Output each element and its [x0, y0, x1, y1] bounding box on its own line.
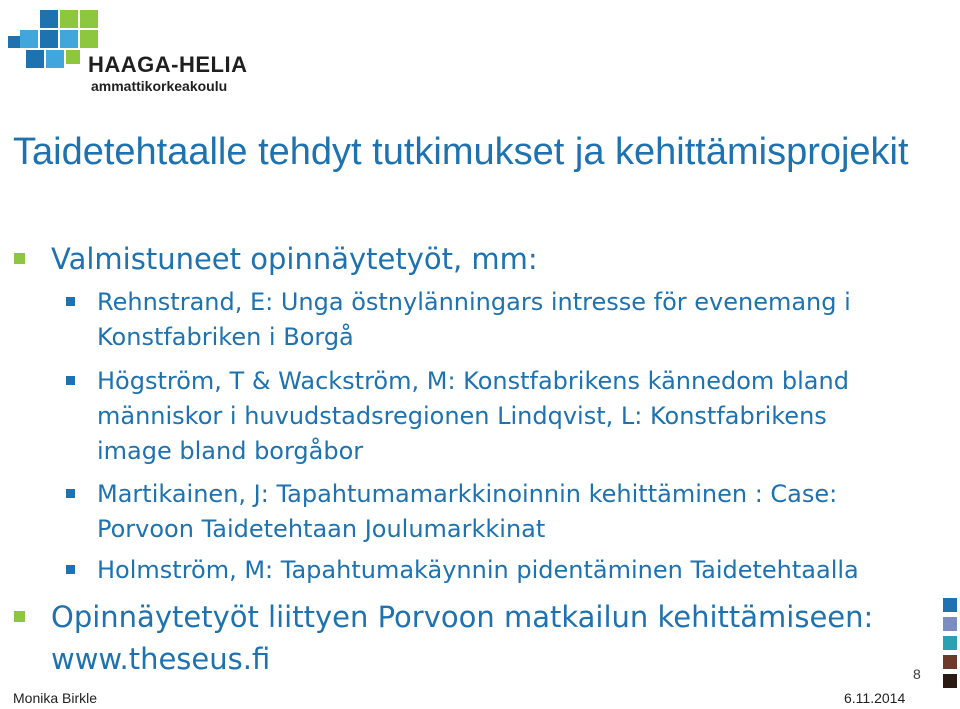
deco-square [943, 598, 957, 612]
logo-square [80, 30, 98, 48]
footer-date: 6.11.2014 [844, 690, 906, 706]
deco-square [943, 636, 957, 650]
bullet-marker [14, 253, 25, 264]
logo-square [40, 10, 58, 28]
logo-square [60, 10, 78, 28]
logo-subtitle: ammattikorkeakoulu [91, 78, 228, 94]
page-number: 8 [913, 666, 921, 682]
deco-square [943, 655, 957, 669]
bullet-marker [66, 565, 75, 574]
logo-square [20, 30, 38, 48]
deco-square [943, 617, 957, 631]
bullet-line: Högström, T & Wackström, M: Konstfabrikens kännedom bland [97, 367, 849, 395]
bullet-line: människor i huvudstadsregionen Lindqvist, L: Konstfabrikens [97, 402, 827, 430]
bullet-line: Konstfabriken i Borgå [97, 323, 354, 351]
bullet-marker [14, 611, 25, 622]
logo-name: HAAGA-HELIA [88, 52, 248, 77]
logo-square [66, 50, 80, 64]
bullet-line: Holmström, M: Tapahtumakäynnin pidentäminen Taidetehtaalla [97, 556, 859, 584]
logo-square [26, 50, 44, 68]
slide-title: Taidetehtaalle tehdyt tutkimukset ja kehittämisprojekit [13, 131, 909, 173]
bullet-line: image bland borgåbor [97, 437, 364, 465]
logo-square [40, 30, 58, 48]
deco-square [943, 674, 957, 688]
bullet-line: Martikainen, J: Tapahtumamarkkinoinnin kehittäminen : Case: [97, 480, 838, 508]
logo-square [60, 30, 78, 48]
footer-author: Monika Birkle [13, 690, 98, 706]
logo-square [46, 50, 64, 68]
bullet-marker [66, 297, 75, 306]
bullet-link[interactable]: www.theseus.fi [51, 642, 271, 676]
bullet-marker [66, 376, 75, 385]
logo-square [8, 36, 20, 48]
haaga-helia-logo [0, 0, 260, 100]
bullet-line: Porvoon Taidetehtaan Joulumarkkinat [97, 515, 546, 543]
bullet-line: Rehnstrand, E: Unga östnylänningars intresse för evenemang i [97, 288, 851, 316]
bullet-line: Opinnäytetyöt liittyen Porvoon matkailun kehittämiseen: [51, 600, 874, 634]
bullet-marker [66, 489, 75, 498]
logo-square [80, 10, 98, 28]
bullet-line: Valmistuneet opinnäytetyöt, mm: [51, 242, 538, 276]
